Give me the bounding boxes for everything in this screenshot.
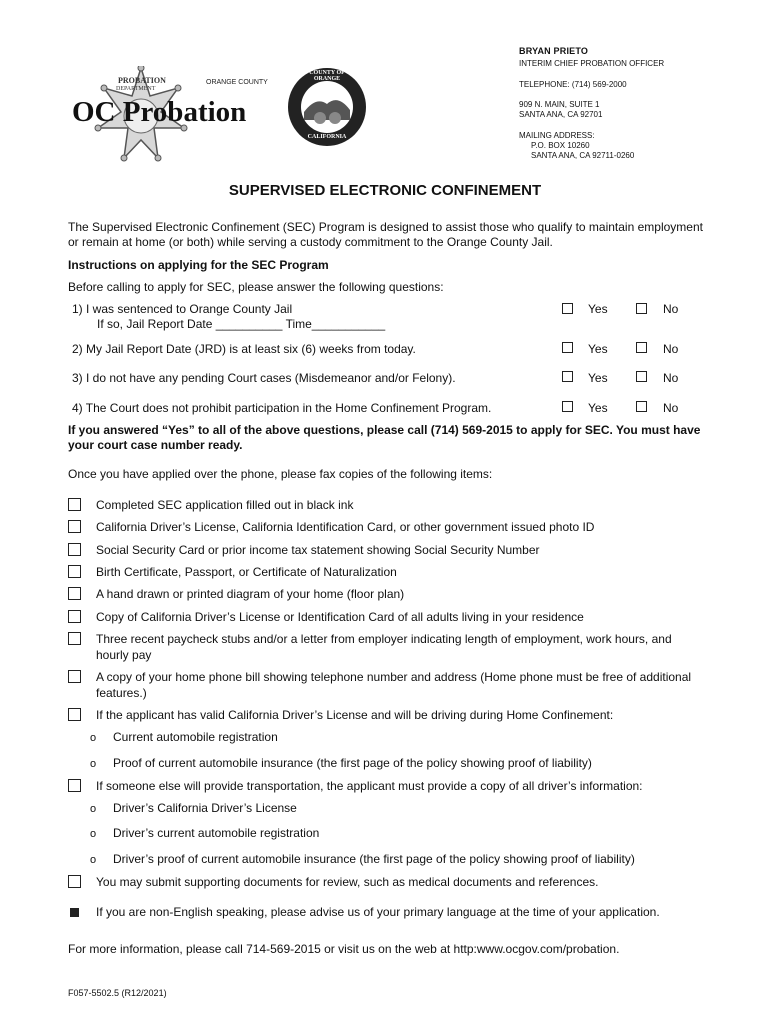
mailing-label: MAILING ADDRESS:	[519, 131, 595, 140]
q3-yes-checkbox[interactable]	[562, 371, 573, 382]
question-2: 2) My Jail Report Date (JRD) is at least six (6) weeks from today.	[72, 342, 416, 356]
item-5-checkbox[interactable]	[68, 587, 81, 600]
more-info-text: For more information, please call 714-569-2015 or visit us on the web at http:www.ocgov.com/probation.	[68, 942, 620, 956]
item-3-checkbox[interactable]	[68, 543, 81, 556]
item-7-checkbox[interactable]	[68, 632, 81, 645]
star-text-mid: DEPARTMENT	[116, 86, 156, 92]
item-3-text: Social Security Card or prior income tax statement showing Social Security Number	[96, 543, 540, 557]
instructions-heading: Instructions on applying for the SEC Program	[68, 258, 329, 272]
item-10-text: If someone else will provide transportation, the applicant must provide a copy of all driver’s information:	[96, 779, 643, 793]
officer-name: BRYAN PRIETO	[519, 46, 589, 56]
sub-b1-bullet: o	[90, 803, 97, 815]
address-line-2: SANTA ANA, CA 92701	[519, 110, 603, 119]
question-1-sub: If so, Jail Report Date __________ Time___________	[97, 317, 386, 331]
page-title: SUPERVISED ELECTRONIC CONFINEMENT	[228, 182, 542, 199]
filled-square-bullet-icon	[70, 908, 79, 917]
item-6-text: Copy of California Driver’s License or Identification Card of all adults living in your residence	[96, 610, 584, 624]
sub-a1-text: Current automobile registration	[113, 730, 278, 744]
sub-b3-bullet: o	[90, 854, 97, 866]
form-number: F057-5502.5 (R12/2021)	[68, 988, 167, 998]
item-2-text: California Driver’s License, California Identification Card, or other government issued photo ID	[96, 520, 595, 534]
q3-no-checkbox[interactable]	[636, 371, 647, 382]
item-11-text: You may submit supporting documents for review, such as medical documents and references.	[96, 875, 599, 889]
q1-no-checkbox[interactable]	[636, 303, 647, 314]
logo-main-text: OC Probation	[72, 96, 247, 128]
q4-no-checkbox[interactable]	[636, 401, 647, 412]
item-1-text: Completed SEC application filled out in black ink	[96, 498, 354, 512]
item-8-text: A copy of your home phone bill showing telephone number and address (Home phone must be free of additional features.)	[96, 670, 692, 700]
item-9-checkbox[interactable]	[68, 708, 81, 721]
before-calling-text: Before calling to apply for SEC, please answer the following questions:	[68, 280, 444, 294]
sub-b1-text: Driver’s California Driver’s License	[113, 801, 297, 815]
telephone: TELEPHONE: (714) 569-2000	[519, 80, 627, 89]
sub-a2-text: Proof of current automobile insurance (the first page of the policy showing proof of liability)	[113, 756, 592, 770]
intro-paragraph: The Supervised Electronic Confinement (SEC) Program is designed to assist those who qualify to maintain employment or remain at home (or both) while serving a custody commitment to the Orange County Jail.	[68, 220, 703, 249]
q3-no-label: No	[663, 371, 679, 385]
q3-yes-label: Yes	[588, 371, 608, 385]
star-text-top: PROBATION	[118, 76, 166, 85]
if-yes-note: If you answered “Yes” to all of the above questions, please call (714) 569-2015 to apply for SEC. You must have your court case number ready.	[68, 423, 701, 452]
question-4: 4) The Court does not prohibit participation in the Home Confinement Program.	[72, 401, 492, 415]
sub-b3-text: Driver’s proof of current automobile insurance (the first page of the policy showing proof of liability)	[113, 852, 635, 866]
item-7-text: Three recent paycheck stubs and/or a letter from employer indicating length of employment, work hours, and hourly pay	[96, 632, 672, 662]
item-8-checkbox[interactable]	[68, 670, 81, 683]
q1-yes-label: Yes	[588, 302, 608, 316]
q4-yes-checkbox[interactable]	[562, 401, 573, 412]
seal-top-text: COUNTY OF ORANGE	[309, 70, 345, 82]
q1-no-label: No	[663, 302, 679, 316]
county-seal	[286, 66, 368, 148]
q2-yes-checkbox[interactable]	[562, 342, 573, 353]
item-10-checkbox[interactable]	[68, 779, 81, 792]
address-line-1: 909 N. MAIN, SUITE 1	[519, 100, 600, 109]
question-1: 1) I was sentenced to Orange County Jail	[72, 302, 293, 316]
q4-no-label: No	[663, 401, 679, 415]
mailing-line-1: P.O. BOX 10260	[531, 141, 590, 150]
q1-yes-checkbox[interactable]	[562, 303, 573, 314]
item-1-checkbox[interactable]	[68, 498, 81, 511]
item-9-text: If the applicant has valid California Driver’s License and will be driving during Home Confinement:	[96, 708, 614, 722]
mailing-line-2: SANTA ANA, CA 92711-0260	[531, 151, 635, 160]
logo-county-label: ORANGE COUNTY	[206, 79, 268, 86]
fax-intro: Once you have applied over the phone, please fax copies of the following items:	[68, 467, 493, 481]
officer-title: INTERIM CHIEF PROBATION OFFICER	[519, 59, 665, 68]
q2-no-label: No	[663, 342, 679, 356]
question-3: 3) I do not have any pending Court cases (Misdemeanor and/or Felony).	[72, 371, 456, 385]
sub-b2-bullet: o	[90, 828, 97, 840]
seal-bottom-text: CALIFORNIA	[307, 134, 347, 140]
item-6-checkbox[interactable]	[68, 610, 81, 623]
sub-a2-bullet: o	[90, 758, 97, 770]
oc-probation-logo	[66, 66, 286, 176]
item-2-checkbox[interactable]	[68, 520, 81, 533]
non-english-text: If you are non-English speaking, please advise us of your primary language at the time of your application.	[96, 905, 660, 919]
item-5-text: A hand drawn or printed diagram of your home (floor plan)	[96, 587, 405, 601]
item-11-checkbox[interactable]	[68, 875, 81, 888]
q2-yes-label: Yes	[588, 342, 608, 356]
sub-a1-bullet: o	[90, 732, 97, 744]
item-4-text: Birth Certificate, Passport, or Certificate of Naturalization	[96, 565, 397, 579]
item-4-checkbox[interactable]	[68, 565, 81, 578]
q4-yes-label: Yes	[588, 401, 608, 415]
q2-no-checkbox[interactable]	[636, 342, 647, 353]
sub-b2-text: Driver’s current automobile registration	[113, 826, 320, 840]
